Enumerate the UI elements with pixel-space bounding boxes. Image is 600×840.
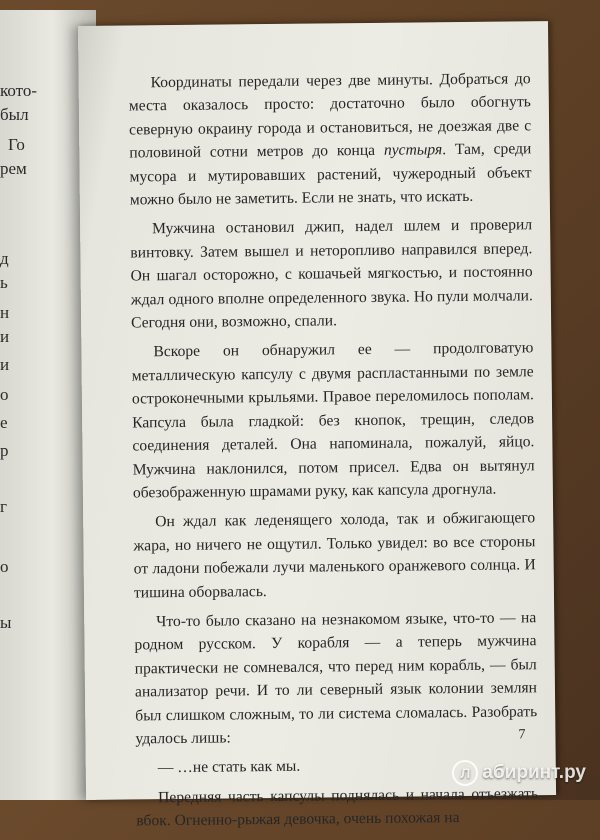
paragraph: Он ждал как леденящего холода, так и обжигающего жара, но ничего не ощутил. Только увидел: во все стороны от ладони побежали лучи маленького оранжевого солнца. И тишина оборвалась. bbox=[133, 509, 536, 601]
left-page-fragment: ь bbox=[0, 273, 8, 292]
labirint-logo-icon: Л bbox=[452, 760, 478, 786]
page-number: 7 bbox=[518, 727, 526, 743]
left-page-fragment: г bbox=[0, 497, 7, 516]
left-page-fragment: р bbox=[0, 441, 9, 460]
watermark-text: абиринт.ру bbox=[482, 762, 586, 783]
book-page bbox=[78, 21, 556, 830]
paragraph: — …не стать как мы. bbox=[157, 758, 301, 777]
left-page-fragment: о bbox=[0, 557, 9, 576]
italic-word: пустыря bbox=[383, 141, 443, 160]
paragraph: Мужчина остановил джип, надел шлем и проверил винтовку. Затем вышел и неторопливо направился вперед. Он шагал осторожно, с кошачьей мягкостью, и постоянно ждал одного вполне определенного звука. Но пули молчали. Сегодня они, возможно, спали. bbox=[130, 216, 533, 332]
left-page-fragment: и bbox=[0, 355, 10, 374]
watermark bbox=[452, 760, 586, 786]
left-page-fragment: кото- bbox=[0, 81, 38, 100]
left-page-fragment: е bbox=[0, 413, 8, 432]
paragraph: Что-то было сказано на незнакомом языке, что-то — на родном русском. У корабля — а теперь мужчина практически не сомневался, что перед ним корабль, — был анализатор речи. И то ли северный язык колонии землян был слишком сложным, то ли система сломалась. Разобрать удалось лишь: bbox=[134, 609, 538, 748]
left-page-fragment: Го bbox=[8, 135, 25, 154]
left-page-fragment: ы bbox=[0, 613, 12, 632]
left-page-fragment: и bbox=[0, 327, 10, 346]
paragraph: Передняя часть капсулы поднялась и начала отъезжать вбок. Огненно-рыжая девочка, очень похожая на bbox=[136, 785, 539, 830]
left-page-fragment: н bbox=[0, 303, 10, 322]
left-page-fragment: был bbox=[0, 105, 29, 124]
page-body bbox=[128, 67, 538, 839]
left-page-fragment: д bbox=[0, 249, 9, 268]
paragraph: Координаты передали через две минуты. Добраться до места оказалось просто: достаточно было обогнуть северную окраину города и остановиться, не доезжая две с половиной сотни метров до конца пустыря. Там, среди мусора и мутировавших растений, чужеродный объект можно было не заметить. Если не знать, что искать. bbox=[128, 70, 532, 209]
left-page-fragment: рем bbox=[0, 159, 27, 178]
paragraph: Вскоре он обнаружил ее — продолговатую металлическую капсулу с двумя распластанными по земле остроконечными крыльями. Правое переломилось пополам. Капсула была гладкой: без кнопок, трещин, следов соединения деталей. Она напоминала, пожалуй, яйцо. Мужчина наклонился, потом присел. Едва он вытянул обезображенную шрамами руку, как капсула дрогнула. bbox=[131, 339, 535, 502]
left-page-fragment: о bbox=[0, 385, 9, 404]
